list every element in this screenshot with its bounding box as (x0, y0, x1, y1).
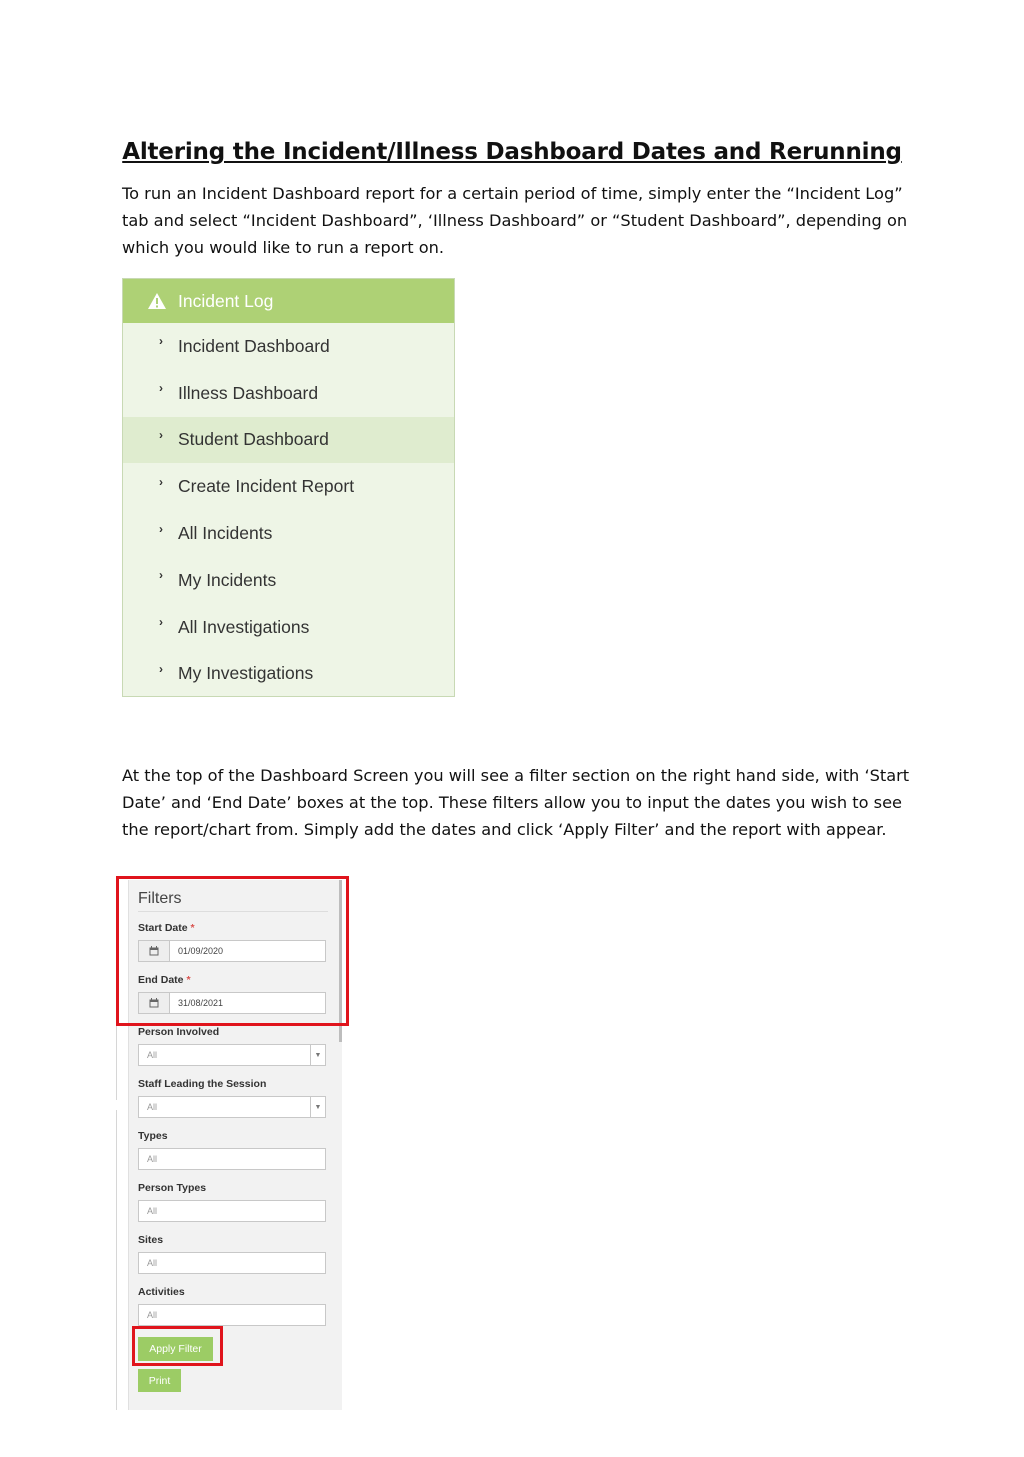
menu-item-label: My Incidents (178, 569, 277, 590)
staff-leading-label: Staff Leading the Session (138, 1078, 267, 1090)
person-types-input[interactable]: All (138, 1200, 326, 1222)
menu-item-illness-dashboard[interactable] (123, 370, 454, 417)
menu-item-my-investigations[interactable] (123, 651, 454, 698)
activities-input[interactable]: All (138, 1304, 326, 1326)
person-involved-label: Person Involved (138, 1026, 220, 1038)
menu-item-create-incident-report[interactable] (123, 463, 454, 510)
menu-item-label: My Investigations (178, 663, 314, 684)
incident-log-label: Incident Log (178, 290, 274, 311)
chevron-right-icon: › (159, 661, 163, 676)
apply-filter-button[interactable]: Apply Filter (138, 1337, 213, 1361)
print-button[interactable]: Print (138, 1369, 181, 1392)
menu-item-label: All Incidents (178, 523, 273, 544)
chevron-right-icon: › (159, 615, 163, 630)
types-label: Types (138, 1130, 168, 1142)
filters-paragraph: At the top of the Dashboard Screen you will see a filter section on the right hand side, with ‘Start Date’ and ‘End Date’ boxes at the top. These filters allow you to input the dates you wish to see the report/chart from. Simply add the dates and click ‘Apply Filter’ and the report with appear. (122, 766, 910, 839)
menu-item-my-incidents[interactable] (123, 557, 454, 604)
incident-log-menu (122, 278, 455, 697)
chevron-right-icon: › (159, 381, 163, 396)
menu-item-student-dashboard[interactable] (123, 417, 454, 464)
divider (116, 1025, 117, 1100)
divider (116, 1110, 117, 1410)
chevron-right-icon: › (159, 474, 163, 489)
end-date-label: End Date * (138, 974, 191, 986)
chevron-right-icon: › (159, 521, 163, 536)
filters-title: Filters (138, 890, 182, 907)
menu-item-all-incidents[interactable] (123, 510, 454, 557)
person-types-label: Person Types (138, 1182, 207, 1194)
intro-paragraph: To run an Incident Dashboard report for a certain period of time, simply enter the “Incident Log” tab and select “Incident Dashboard”, ‘Illness Dashboard” or “Student Dashboard”, depending on which you would like to run a report on. (122, 184, 908, 257)
document-title: Altering the Incident/Illness Dashboard Dates and Rerunning (122, 139, 902, 166)
menu-item-label: Create Incident Report (178, 476, 355, 497)
staff-leading-select[interactable]: All ▼ (138, 1096, 326, 1118)
chevron-down-icon[interactable]: ▼ (310, 1045, 325, 1065)
warning-icon (147, 292, 167, 310)
chevron-right-icon: › (159, 427, 163, 442)
chevron-right-icon: › (159, 334, 163, 349)
menu-item-all-investigations[interactable] (123, 604, 454, 651)
chevron-right-icon: › (159, 568, 163, 583)
types-input[interactable]: All (138, 1148, 326, 1170)
incident-log-tab[interactable] (123, 279, 454, 323)
start-date-input[interactable]: 01/09/2020 (138, 940, 326, 962)
sites-input[interactable]: All (138, 1252, 326, 1274)
apply-filter-highlight (132, 1326, 223, 1366)
chevron-down-icon[interactable]: ▼ (310, 1097, 325, 1117)
date-filters-highlight (116, 876, 349, 1026)
end-date-input[interactable]: 31/08/2021 (138, 992, 326, 1014)
menu-item-label: Student Dashboard (178, 429, 329, 450)
menu-item-label: Illness Dashboard (178, 382, 319, 403)
start-date-label: Start Date * (138, 922, 195, 934)
sites-label: Sites (138, 1234, 164, 1246)
person-involved-select[interactable]: All ▼ (138, 1044, 326, 1066)
menu-item-label: Incident Dashboard (178, 335, 330, 356)
menu-item-label: All Investigations (178, 616, 310, 637)
activities-label: Activities (138, 1286, 185, 1298)
menu-item-incident-dashboard[interactable] (123, 323, 454, 370)
